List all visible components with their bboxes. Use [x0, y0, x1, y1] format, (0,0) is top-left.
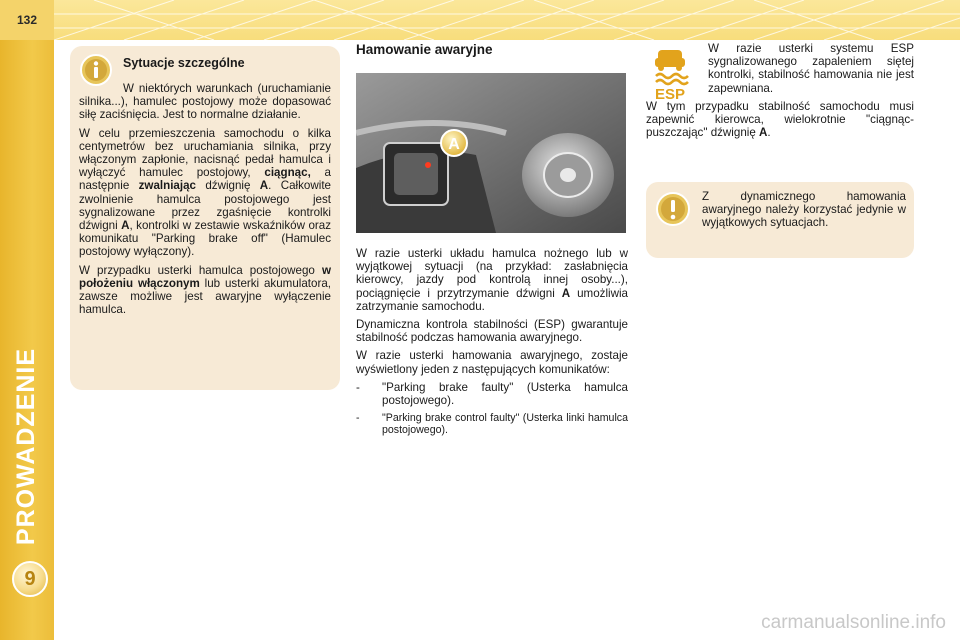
text-run-bold: ciągnąc,: [264, 166, 311, 180]
esp-column: [646, 42, 914, 144]
lever-ref: A: [259, 179, 269, 193]
esp-warning-icon: [646, 48, 694, 100]
text-run: W tym przypadku stabilność samochodu musi zapewnić kierowca, wielokrotnie "ciągnąc-puszczając" dźwignię: [646, 99, 914, 140]
info-icon: [80, 54, 112, 86]
info-box-special-situations: [70, 46, 340, 390]
header-band: [54, 0, 960, 40]
esp-paragraph-2: [646, 100, 914, 140]
warning-icon: [656, 192, 690, 226]
text-run: . Całkowite zwolnienie hamulca postojowego jest sygnalizowane przez zgaśnięcie kontrolki dźwigni: [79, 179, 331, 233]
esp-paragraph-1: W razie usterki systemu ESP sygnalizowanego zapaleniem siętej kontrolki, stabilność hamowania nie jest zapewniana.: [708, 42, 914, 95]
list-dash: -: [356, 412, 360, 425]
page-number: 132: [0, 0, 54, 40]
text-run: dźwignię: [195, 179, 260, 193]
lever-ref: A: [561, 286, 571, 300]
list-item-text: "Parking brake control faulty" (Usterka linki hamulca postojowego).: [382, 412, 628, 437]
watermark: carmanualsonline.info: [761, 612, 946, 633]
text-run: a następnie: [79, 166, 332, 193]
main-paragraph-1: [356, 247, 628, 313]
list-dash: -: [356, 380, 360, 394]
list-item: [356, 412, 628, 436]
main-paragraph-2: Dynamiczna kontrola stabilności (ESP) gwarantuje stabilność podczas hamowania awaryjnego.: [356, 318, 628, 345]
warning-text: Z dynamicznego hamowania awaryjnego należy korzystać jedynie w wyjątkowych sytuacjach.: [702, 190, 906, 230]
text-run: lub usterki akumulatora, zawsze możliwe jest awaryjne wyłączenie hamulca.: [79, 276, 332, 317]
text-run: W przypadku usterki hamulca postojowego: [79, 263, 322, 277]
lever-ref: A: [759, 126, 768, 140]
text-run: umożliwia zatrzymanie samochodu.: [356, 286, 628, 313]
info-paragraph-3: [79, 264, 331, 317]
info-paragraph-1: W niektórych warunkach (uruchamianie silnika...), hamulec postojowy może dopasować siłę zaciśnięcia. Jest to normalne działanie.: [79, 82, 331, 122]
esp-icon-label: ESP: [654, 86, 686, 100]
parking-brake-photo: [356, 73, 626, 233]
list-item: [356, 381, 628, 407]
info-box-title: Sytuacje szczególne: [123, 56, 245, 70]
header-pattern: [54, 0, 960, 40]
chapter-badge: 9: [12, 561, 48, 597]
text-run-bold: w położeniu włączonym: [79, 263, 331, 290]
section-label-container: [4, 336, 50, 556]
section-label: PROWADZENIE: [12, 347, 41, 545]
main-paragraph-3: W razie usterki hamowania awaryjnego, zostaje wyświetlony jeden z następujących komunikatów:: [356, 349, 628, 376]
text-run: .: [767, 126, 771, 140]
photo-label-a: A: [448, 136, 460, 153]
text-run: , kontrolki w zestawie wskaźników oraz komunikatu "Parking brake off" (Hamulec postojowy wyłączony).: [79, 219, 332, 259]
emergency-braking-column: [356, 42, 628, 442]
text-run: W celu przemieszczenia samochodu o kilka centymetrów bez uruchamiania silnika, przy włączonym zapłonie, nacisnąć pedał hamulca i wyłączyć hamulec postojowy,: [79, 126, 331, 180]
info-paragraph-2: [79, 127, 331, 259]
chapter-sidebar: [0, 0, 54, 640]
section-heading: Hamowanie awaryjne: [356, 42, 493, 57]
lever-ref: A: [121, 219, 130, 233]
warning-box: [646, 182, 914, 258]
text-run-bold: zwalniając: [138, 179, 196, 193]
list-item-text: "Parking brake faulty" (Usterka hamulca postojowego).: [382, 380, 628, 408]
text-run: W razie usterki układu hamulca nożnego lub w wyjątkowej sytuacji (na przykład: zasłabnięcia kierowcy, jazdy pod kontrolą innej osoby...), pociągnięcie i przytrzymanie dźwigni: [356, 247, 628, 300]
